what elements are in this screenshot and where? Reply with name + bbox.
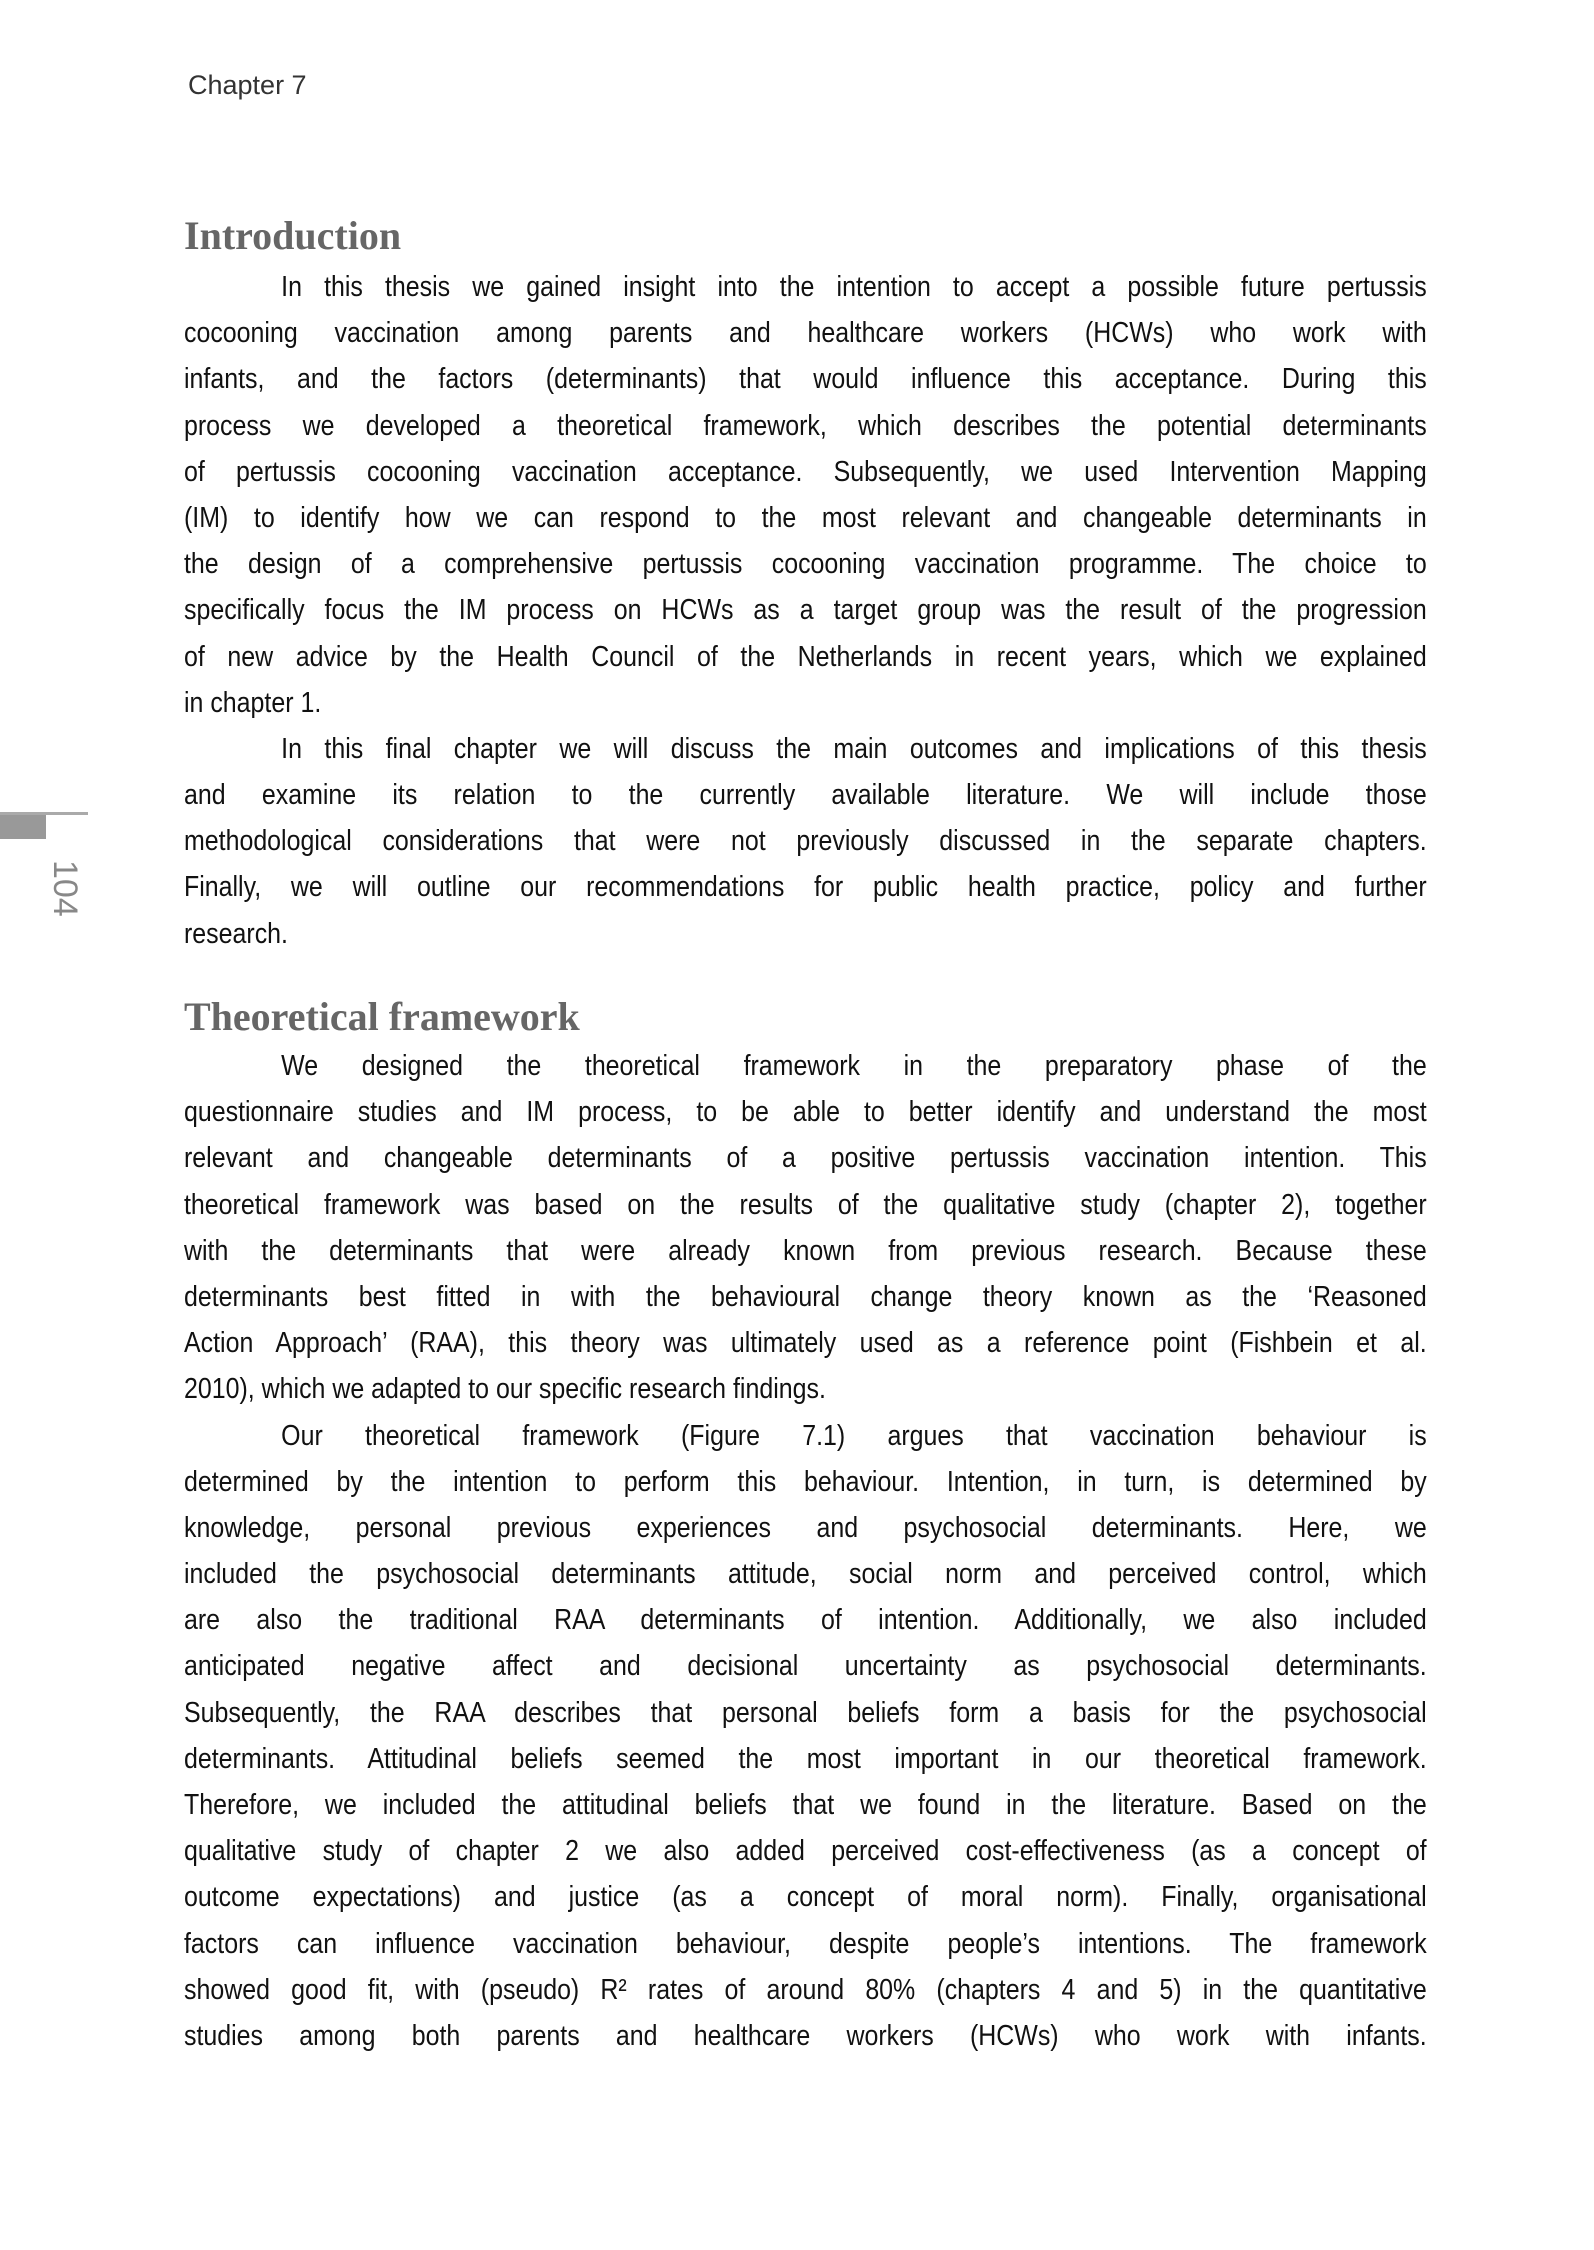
text-line: specifically focus the IM process on HCWs as a target group was the result of the progression (184, 594, 1427, 627)
text-line: In this final chapter we will discuss the main outcomes and implications of this thesis (281, 732, 1427, 765)
text-line: methodological considerations that were not previously discussed in the separate chapters. (184, 825, 1427, 858)
margin-tab (0, 815, 46, 839)
text-line: infants, and the factors (determinants) that would influence this acceptance. During this (184, 363, 1427, 396)
text-line: determinants. Attitudinal beliefs seemed the most important in our theoretical framework. (184, 1742, 1427, 1775)
section-heading-introduction: Introduction (184, 213, 402, 258)
text-line: determined by the intention to perform this behaviour. Intention, in turn, is determined by (184, 1465, 1427, 1498)
text-line: theoretical framework was based on the results of the qualitative study (chapter 2), together (184, 1188, 1427, 1221)
text-line: outcome expectations) and justice (as a concept of moral norm). Finally, organisational (184, 1881, 1427, 1914)
text-line: Therefore, we included the attitudinal beliefs that we found in the literature. Based on the (184, 1789, 1427, 1821)
text-line: the design of a comprehensive pertussis cocooning vaccination programme. The choice to (184, 548, 1427, 581)
text-line: research. (184, 917, 288, 950)
text-line: of new advice by the Health Council of the Netherlands in recent years, which we explained (184, 640, 1427, 673)
text-line: Finally, we will outline our recommendations for public health practice, policy and further (184, 871, 1427, 904)
text-line: Subsequently, the RAA describes that personal beliefs form a basis for the psychosocial (184, 1696, 1427, 1729)
text-line: anticipated negative affect and decisional uncertainty as psychosocial determinants. (184, 1650, 1427, 1683)
text-line: Our theoretical framework (Figure 7.1) argues that vaccination behaviour is (281, 1419, 1427, 1452)
text-line: showed good fit, with (pseudo) R² rates of around 80% (chapters 4 and 5) in the quantitative (184, 1973, 1427, 2006)
paragraph (184, 726, 1427, 957)
text-line: Action Approach’ (RAA), this theory was ultimately used as a reference point (Fishbein et al. (184, 1327, 1427, 1360)
text-line: cocooning vaccination among parents and healthcare workers (HCWs) who work with (184, 317, 1427, 350)
text-line: factors can influence vaccination behaviour, despite people’s intentions. The framework (184, 1927, 1427, 1960)
text-line: knowledge, personal previous experiences and psychosocial determinants. Here, we (184, 1511, 1427, 1544)
text-line: of pertussis cocooning vaccination acceptance. Subsequently, we used Intervention Mapping (184, 455, 1427, 488)
paragraph (184, 1413, 1427, 2060)
text-line: with the determinants that were already known from previous research. Because these (184, 1234, 1427, 1267)
text-line: 2010), which we adapted to our specific research findings. (184, 1373, 826, 1406)
text-line: We designed the theoretical framework in the preparatory phase of the (281, 1050, 1427, 1082)
text-line: In this thesis we gained insight into the intention to accept a possible future pertussis (281, 271, 1427, 303)
text-line: determinants best fitted in with the behavioural change theory known as the ‘Reasoned (184, 1280, 1427, 1313)
text-line: questionnaire studies and IM process, to be able to better identify and understand the most (184, 1096, 1427, 1129)
text-line: process we developed a theoretical framework, which describes the potential determinants (184, 409, 1427, 442)
text-line: qualitative study of chapter 2 we also added perceived cost-effectiveness (as a concept of (184, 1835, 1427, 1868)
text-line: included the psychosocial determinants attitude, social norm and perceived control, which (184, 1558, 1427, 1591)
text-line: in chapter 1. (184, 686, 322, 719)
section-heading-theoretical-framework: Theoretical framework (184, 994, 580, 1039)
section-body-introduction (184, 264, 1427, 957)
paragraph (184, 1043, 1427, 1413)
page-number: 104 (46, 860, 84, 917)
text-line: and examine its relation to the currently available literature. We will include those (184, 779, 1427, 812)
text-line: studies among both parents and healthcare workers (HCWs) who work with infants. (184, 2019, 1427, 2052)
running-head: Chapter 7 (188, 70, 307, 100)
text-line: (IM) to identify how we can respond to the most relevant and changeable determinants in (184, 501, 1427, 534)
text-line: relevant and changeable determinants of a positive pertussis vaccination intention. This (184, 1142, 1427, 1175)
section-body-theoretical-framework (184, 1043, 1427, 2059)
paragraph (184, 264, 1427, 726)
text-line: are also the traditional RAA determinants of intention. Additionally, we also included (184, 1604, 1427, 1637)
